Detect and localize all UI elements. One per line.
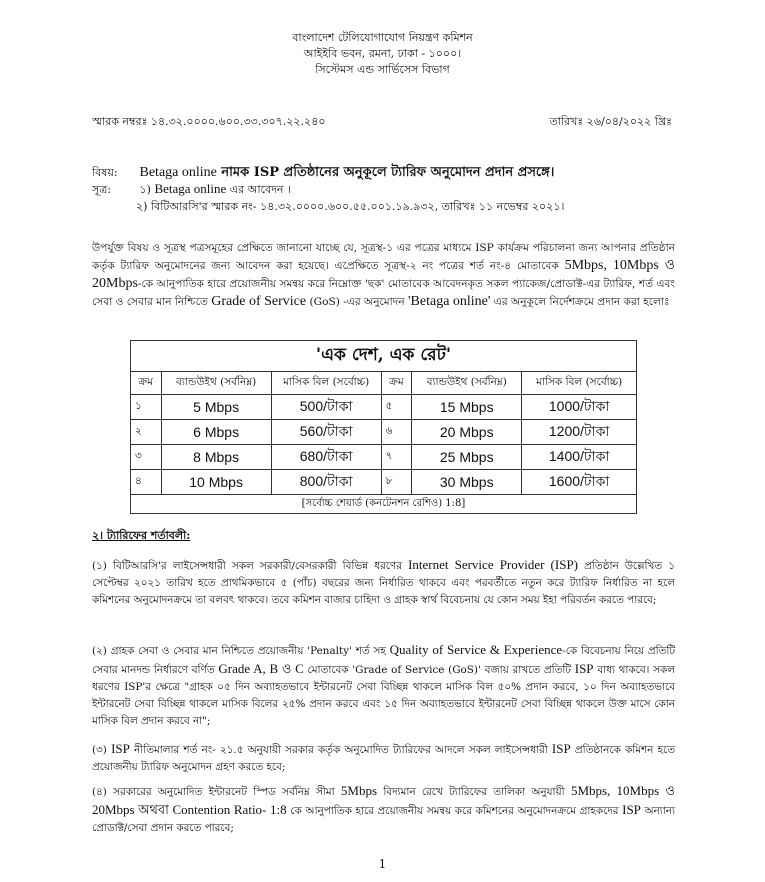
- division-name: সিস্টেমস এন্ড সার্ভিসেস বিভাগ: [315, 63, 450, 76]
- column-header: ব্যান্ডউইথ (সর্বনিম্ন): [412, 372, 522, 395]
- table-header-row: [131, 372, 637, 395]
- letterhead: [0, 30, 765, 78]
- intro-paragraph: উপর্যুক্ত বিষয় ও সূত্রস্থ পত্রসমূহের প্রেক্ষিতে জানানো যাচ্ছে যে, সূত্রস্থ-১ এর পত্রের মাধ্যমে ISP কার্যক্রম পরিচালনা জন্য আপনার প্রতিষ্ঠান কর্তৃক ট্যারিফ অনুমোদনের জন্য আবেদন করা হয়েছে। এপ্রেক্ষিতে সূত্রস্থ-২ নং পত্রের শর্ত নং-৪ মোতাবেক 5Mbps, 10Mbps ও 20Mbps-কে আনুপাতিক হারে প্রয়োজনীয় সমন্বয় করে নিম্নোক্ত 'ছক' মোতাবেক আবেদনকৃত সকল প্যাকেজ/প্রোডাক্ট-এর ট্যারিফ, শর্ত এবং সেবা ও সেবার মান নিশ্চিতে Grade of Service (GoS) -এর অনুমোদন 'Betaga online' এর অনুকূলে নির্দেশক্রমে প্রদান করা হলোঃ: [92, 242, 675, 309]
- tariff-table: [130, 340, 637, 514]
- column-header: মাসিক বিল (সর্বোচ্চ): [522, 372, 637, 395]
- letter-date: তারিখঃ ২৬/০৪/২০২২ খ্রিঃ: [549, 115, 672, 128]
- clause-1: (১) বিটিআরসি'র লাইসেন্সধারী সকল সরকারী/বেসরকারী বিভিন্ন ধরণের Internet Service Provider (ISP) প্রতিষ্ঠান উল্লেখিত ১ সেপ্টেম্বর ২০২১ তারিখ হতে প্রাথমিকভাবে ৫ (পাঁচ) বছরের জন্য নির্ধারিত থাকবে এবং পরবর্তীতে নতুন করে ট্যারিফ নির্ধারিত না হলে কমিশনের অনুমোদনক্রমে তা বলবৎ থাকবে। তবে কমিশন বাজার চাহিদা ও গ্রাহক স্বার্থ বিবেচনায় যে কোন সময় ইহা পরিবর্তন করতে পারবে;: [92, 557, 675, 606]
- subject-company: Betaga online: [139, 165, 217, 180]
- table-title: 'এক দেশ, এক রেট': [131, 341, 637, 372]
- clause-2: (২) গ্রাহক সেবা ও সেবার মান নিশ্চিতে প্রয়োজনীয় 'Penalty' শর্ত সহ Quality of Service & Experience-কে বিবেচনায় নিয়ে প্রতিটি সেবার মানদন্ড নির্ধারণে বর্ণিত Grade A, B ও C মোতাবেক 'Grade of Service (GoS)' বজায় রাখতে প্রতিটি ISP বাধ্য থাকবে। সকল ধরণের ISP'র ক্ষেত্রে "গ্রাহক ০৫ দিন অব্যাহতভাবে ইন্টারনেট সেবা বিচ্ছিন্ন থাকলে মাসিক বিল ৫০% প্রদান করবে, ১০ দিন অব্যাহতভাবে ইন্টারনেট সেবা বিচ্ছিন্ন থাকলে মাসিক বিলের ২৫% প্রদান করবে এবং ১৫ দিন অব্যাহতভাবে ইন্টারনেট সেবা বিচ্ছিন্ন থাকলে উক্ত মাসে কোন মাসিক বিল প্রদান করবে না";: [92, 642, 675, 727]
- column-header: ক্রম: [131, 372, 162, 395]
- org-name: বাংলাদেশ টেলিযোগাযোগ নিয়ন্ত্রণ কমিশন: [292, 31, 473, 44]
- memo-number: স্মারক নম্বরঃ ১৪.৩২.০০০০.৬০০.৩৩.৩০৭.২২.২৪০: [92, 115, 326, 128]
- page-number: 1: [378, 857, 387, 871]
- clause-3: (৩) ISP নীতিমালার শর্ত নং- ২১.৫ অনুযায়ী সরকার কর্তৃক অনুমোদিত ট্যারিফের আদলে সকল লাইসেন্সধারী ISP প্রতিষ্ঠানকে কমিশন হতে প্রয়োজনীয় ট্যারিফ অনুমোদন গ্রহণ করতে হবে;: [92, 741, 675, 773]
- column-header: মাসিক বিল (সর্বোচ্চ): [271, 372, 381, 395]
- column-header: ব্যান্ডউইথ (সর্বনিম্ন): [161, 372, 271, 395]
- reference-line-2: ২) বিটিআরসি'র স্মারক নং- ১৪.৩২.০০০০.৬০০.৫৫.০০১.১৯.৯৩২, তারিখঃ ১১ নভেম্বর ২০২১।: [136, 200, 565, 213]
- subject-label: বিষয়:: [92, 166, 118, 179]
- table-row: ৪ 10 Mbps 800/টাকা ৮ 30 Mbps 1600/টাকা: [131, 470, 637, 495]
- org-address: আইইবি ভবন, রমনা, ঢাকা - ১০০০।: [303, 47, 462, 60]
- clause-4: (৪) সরকারের অনুমোদিত ইন্টারনেট স্পিড সর্বনিম্ন সীমা 5Mbps বিদ্যমান রেখে ট্যারিফের তালিকা অনুযায়ী 5Mbps, 10Mbps ও 20Mbps অথবা Contention Ratio- 1:8 কে আনুপাতিক হারে প্রয়োজনীয় সমন্বয় করে কমিশনের অনুমোদনক্রমে গ্রাহকদের ISP অন্যান্য প্রোডাক্ট/সেবা প্রদান করতে পারবে;: [92, 783, 676, 834]
- table-row: ১ 5 Mbps 500/টাকা ৫ 15 Mbps 1000/টাকা: [131, 395, 637, 420]
- table-row: ৩ 8 Mbps 680/টাকা ৭ 25 Mbps 1400/টাকা: [131, 445, 637, 470]
- contention-ratio-note: [সর্বোচ্চ শেয়ার্ড (কনটেনশন রেশিও) 1:8]: [131, 495, 637, 514]
- reference-company: Betaga online: [154, 181, 227, 196]
- reference-label: সূত্র:: [92, 183, 112, 196]
- section-title: ২। ট্যারিফের শর্তাবলী:: [92, 529, 191, 542]
- column-header: ক্রম: [381, 372, 412, 395]
- subject-text: নামক ISP প্রতিষ্ঠানের অনুকূলে ট্যারিফ অনুমোদন প্রদান প্রসঙ্গে।: [216, 165, 555, 180]
- reference-line-1: সূত্র: ১) Betaga online এর আবেদন ।: [92, 181, 291, 200]
- table-row: ২ 6 Mbps 560/টাকা ৬ 20 Mbps 1200/টাকা: [131, 420, 637, 445]
